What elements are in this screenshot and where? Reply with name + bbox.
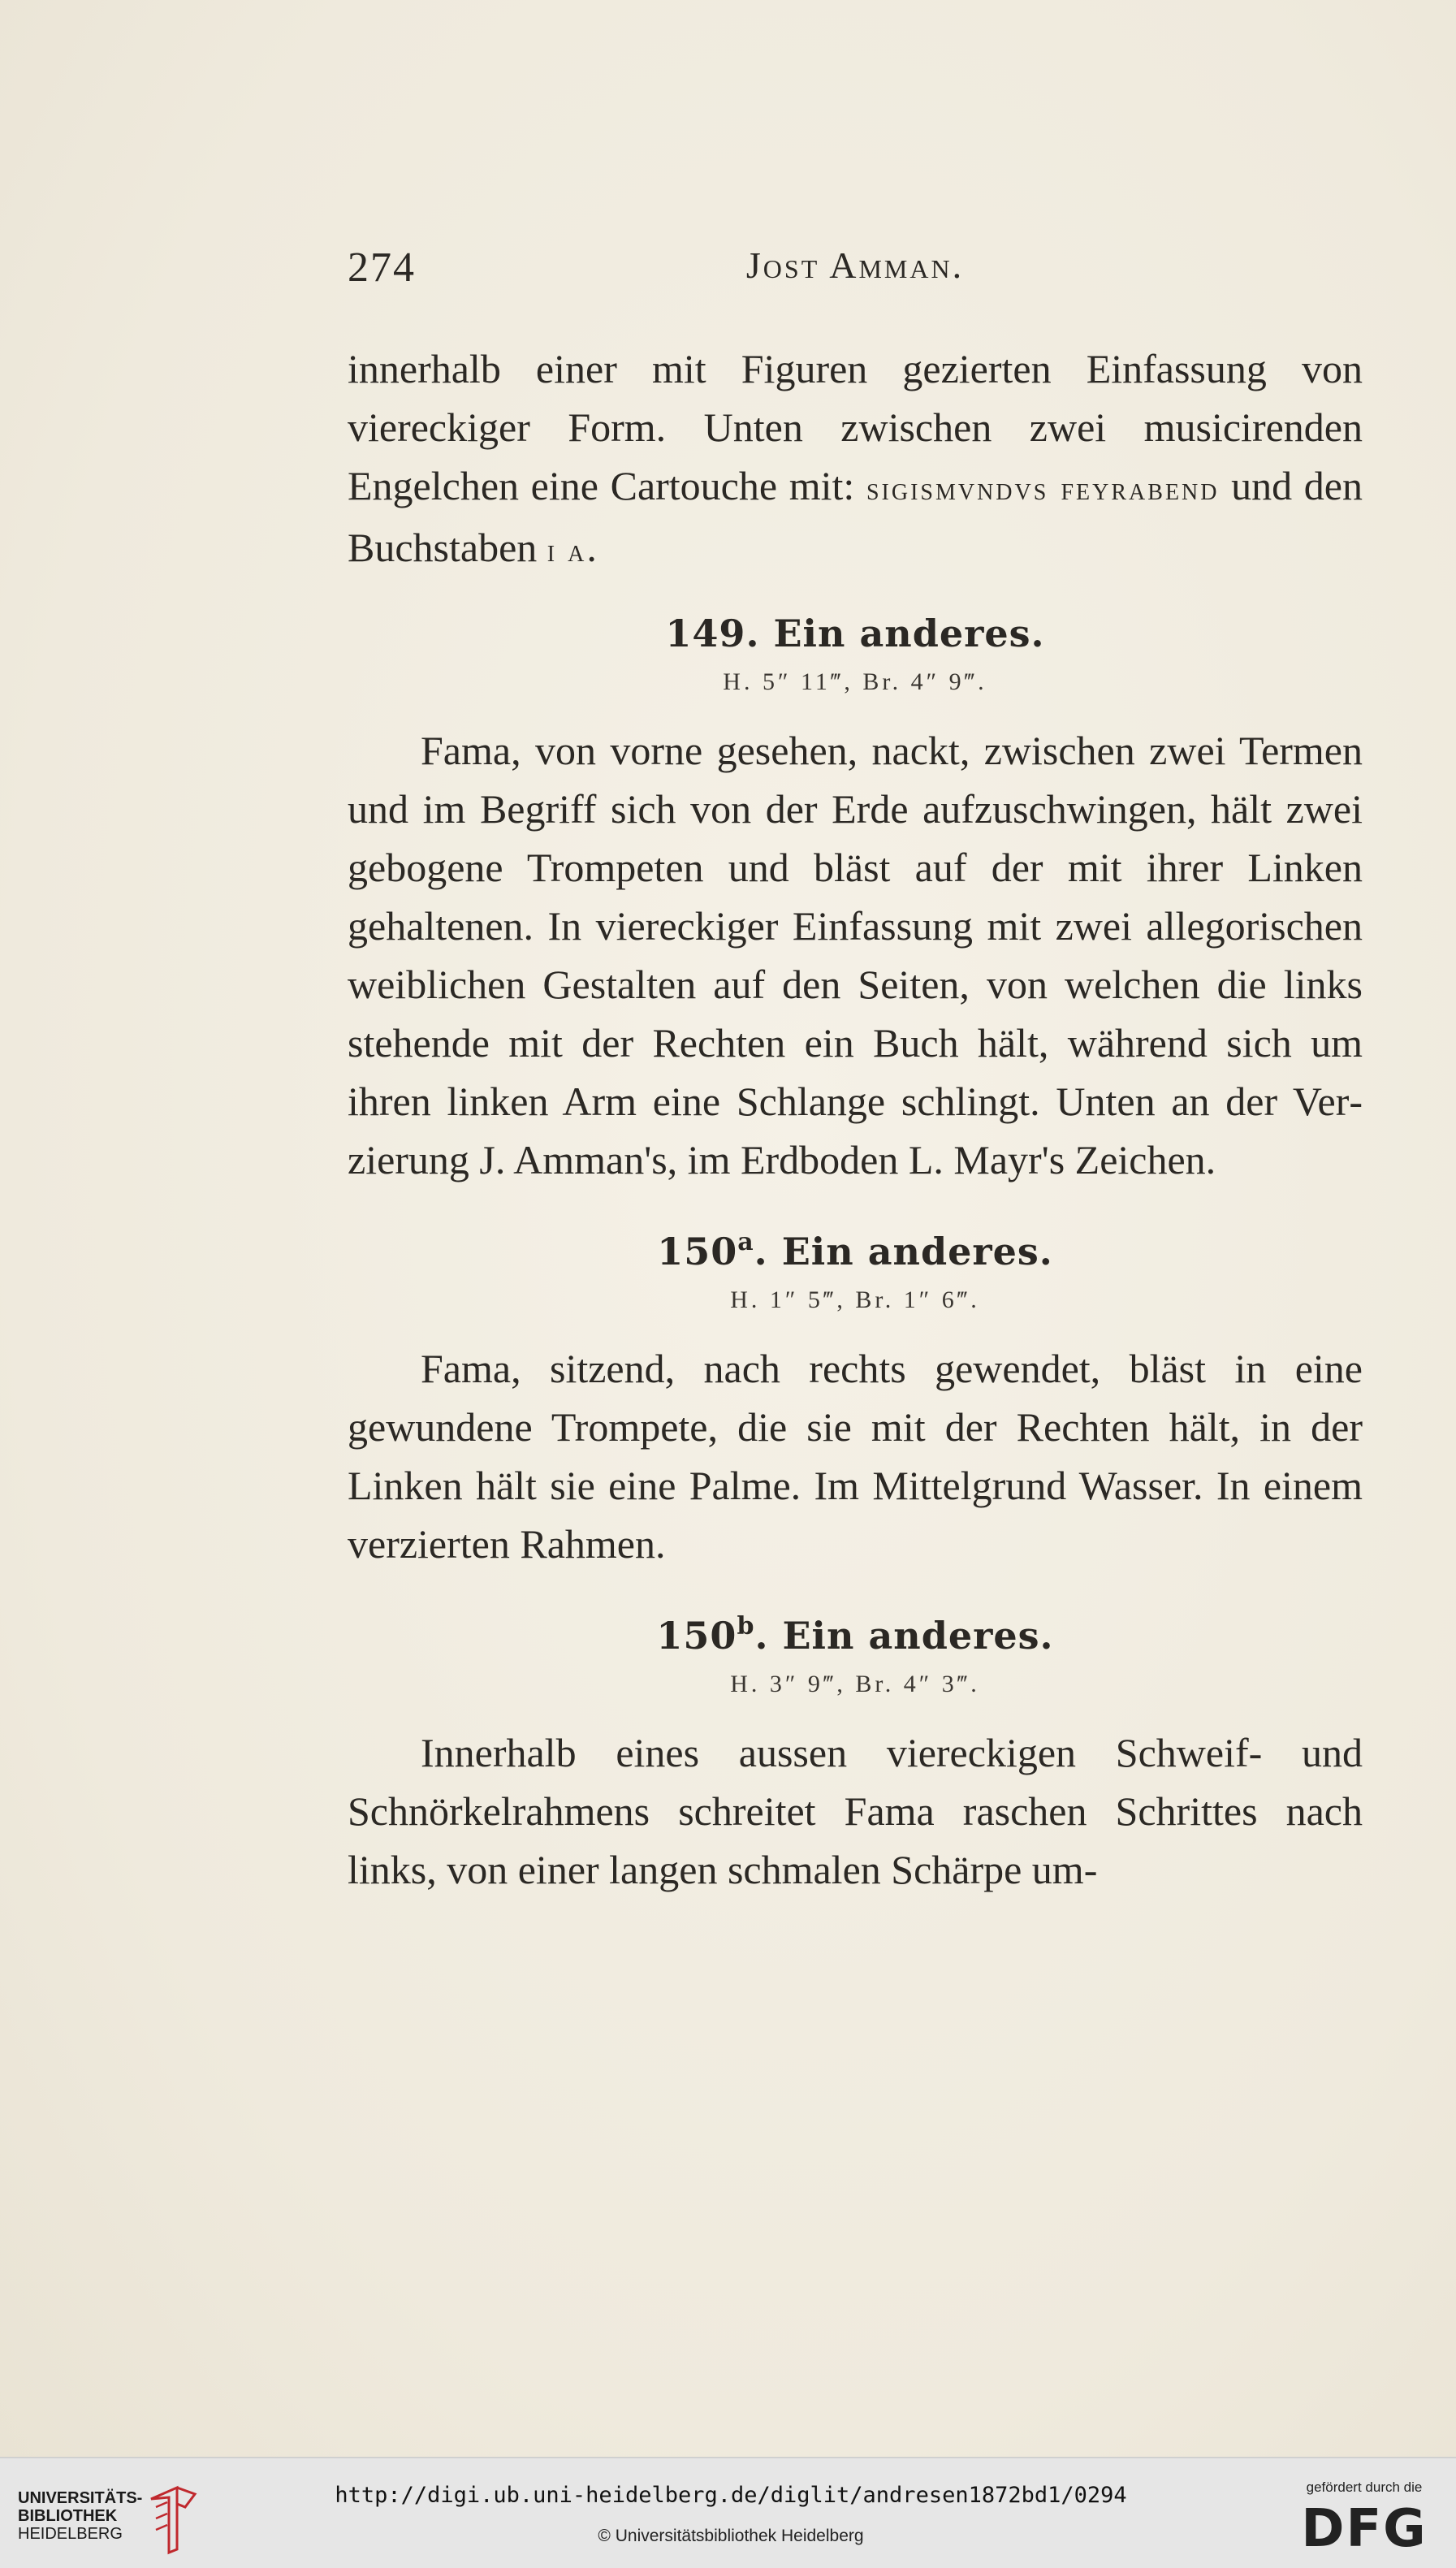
running-head: Jost Amman. (745, 244, 965, 286)
entry-number: 149 (665, 612, 746, 655)
entry-title: . Ein anderes. (754, 1614, 1054, 1658)
funding-label: gefördert durch die (1306, 2479, 1423, 2495)
copyright-notice: © Universitätsbibliothek Heidelberg (598, 2527, 864, 2545)
entry-superscript: b (737, 1612, 755, 1641)
entry-150a-dimensions: H. 1″ 5‴, Br. 1″ 6‴. (730, 1286, 980, 1313)
entry-title: . Ein anderes. (754, 1230, 1053, 1273)
intro-end: . (586, 525, 597, 570)
entry-number: 150 (656, 1614, 737, 1658)
intro-text-before: innerhalb einer mit Figuren gezierten Einfassung von viereckiger Form. Unten zwischen zwei musicirenden Engelchen eine Cartouche mit: (348, 346, 1363, 508)
entry-title: . Ein anderes. (745, 612, 1045, 655)
library-name-line1: UNIVERSITÄTS- (18, 2489, 143, 2507)
entry-150a-text: Fama, sitzend, nach rechts gewendet, bläst in eine gewundene Trompete, die sie mit der Rechten hält, in der Linken hält sie eine Palme. Im Mittelgrund Wasser. In einem verzierten Rahmen. (348, 1346, 1363, 1567)
intro-inscription: sigismvndvs feyrabend (866, 470, 1220, 507)
library-emblem-icon (145, 2483, 201, 2556)
dfg-logo[interactable]: DFG (1301, 2499, 1428, 2559)
library-name-line2: BIBLIOTHEK (18, 2507, 118, 2525)
intro-text-after: und den Buchstaben (348, 463, 1363, 570)
intro-paragraph (348, 339, 1363, 580)
library-logo[interactable] (18, 2489, 142, 2543)
entry-150a-heading (348, 1218, 1363, 1276)
intro-letters: i a (547, 532, 587, 569)
entry-150b-text: Innerhalb eines aussen viereckigen Schweif- und Schnörkelrahmens schreitet Fama raschen Schrittes nach links, von einer langen schmalen Schärpe um- (348, 1730, 1363, 1892)
library-name-line3: HEIDELBERG (18, 2525, 123, 2543)
page-body (348, 339, 1363, 1899)
entry-149-text: Fama, von vorne gesehen, nackt, zwischen zwei Termen und im Begriff sich von der Erde aufzuschwingen, hält zwei gebogene Trompeten und bläst auf der mit ihrer Linken gehaltenen. In viereckiger Einfassung mit zwei allegorischen weiblichen Gestalten auf den Seiten, von welchen die links stehende mit der Rechten ein Buch hält, während sich um ihren linken Arm eine Schlange schlingt. Unten an der Verzierung J. Amman's, im Erdboden L. Mayr's Zeichen. (348, 728, 1363, 1182)
entry-number: 150 (657, 1230, 738, 1273)
viewer-footer (0, 2457, 1456, 2568)
entry-149-dimensions: H. 5″ 11‴, Br. 4″ 9‴. (723, 668, 987, 695)
entry-149-heading (348, 609, 1363, 658)
entry-150b-heading (348, 1602, 1363, 1660)
page-header (348, 244, 1363, 300)
entry-superscript: a (737, 1228, 754, 1256)
page-number: 274 (348, 244, 416, 291)
entry-150b-dimensions: H. 3″ 9‴, Br. 4″ 3‴. (730, 1671, 980, 1697)
permalink-url[interactable]: http://digi.ub.uni-heidelberg.de/diglit/andresen1872bd1/0294 (335, 2483, 1127, 2508)
